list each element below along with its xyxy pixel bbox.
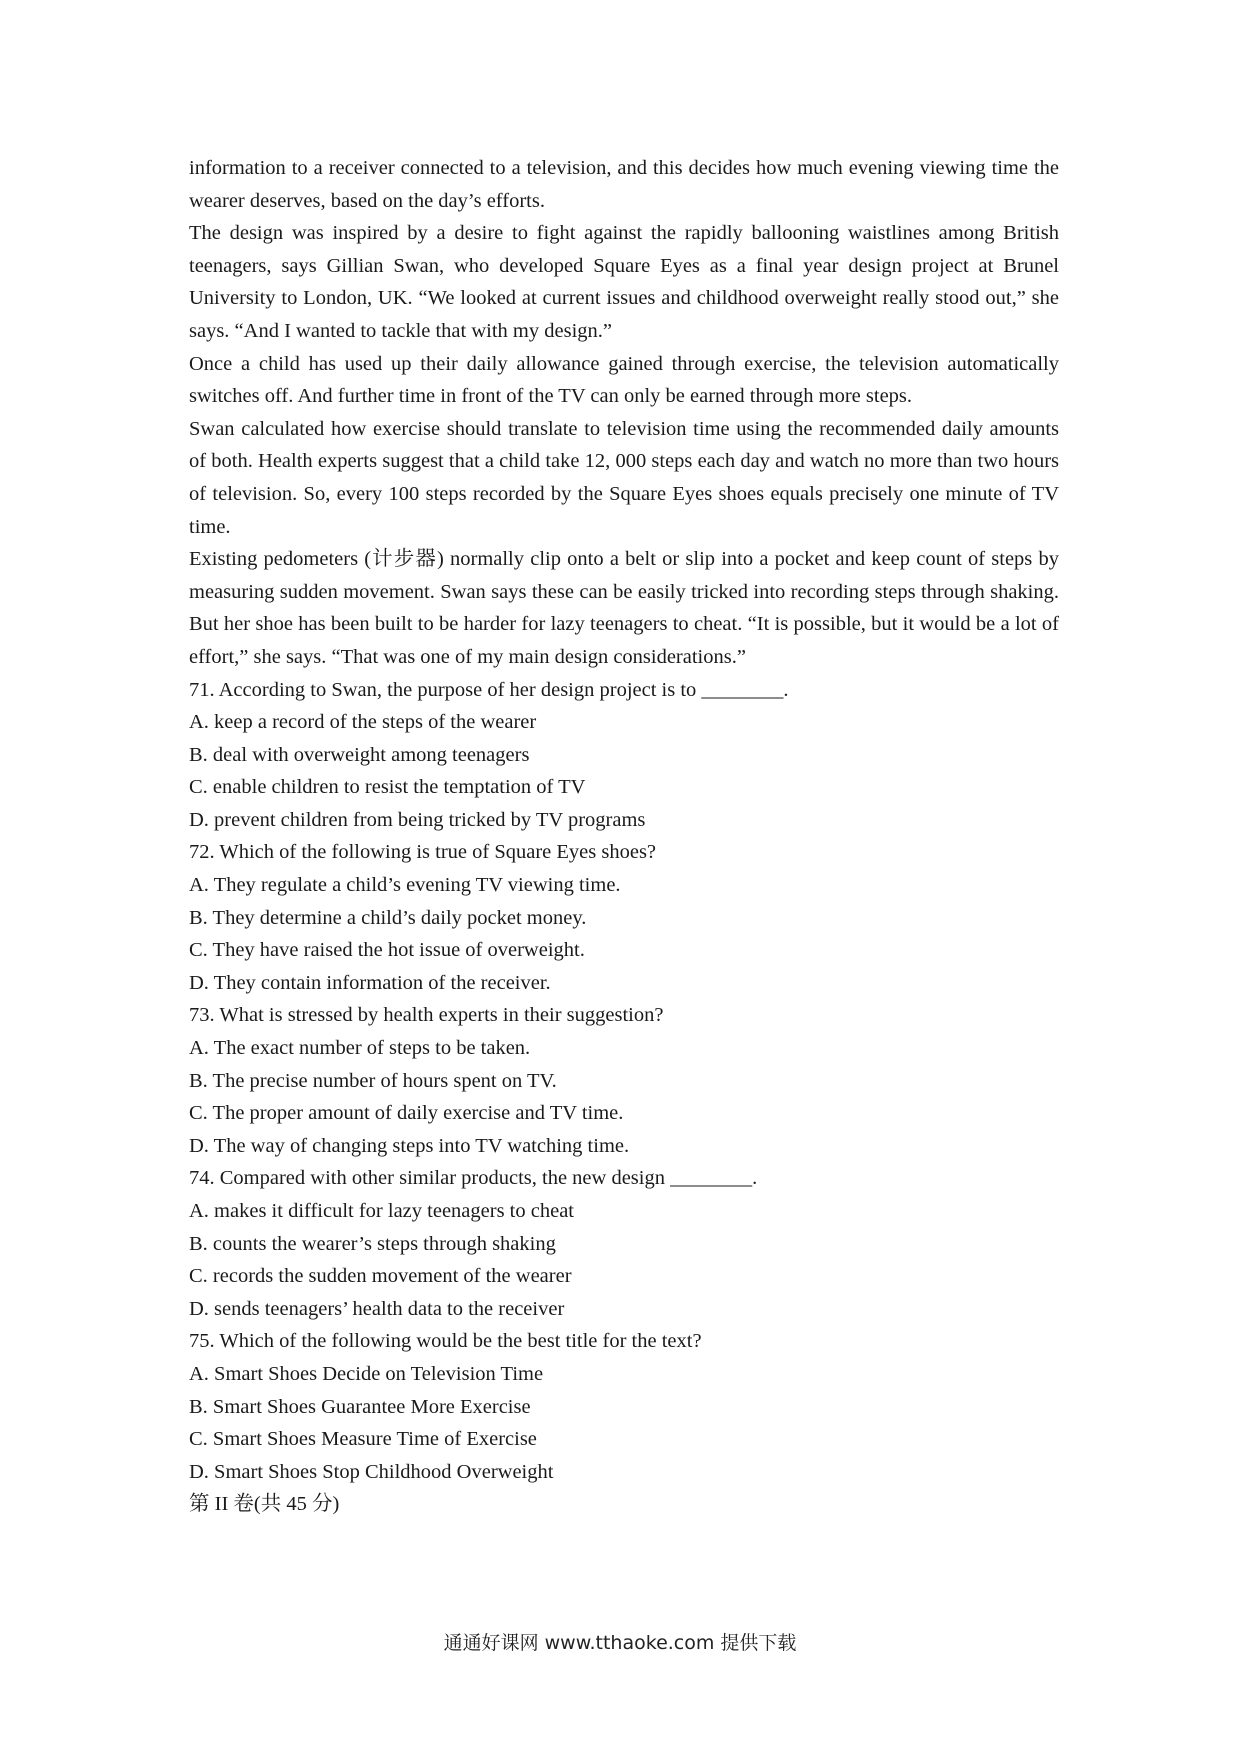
- passage-paragraph-2: The design was inspired by a desire to fight against the rapidly ballooning waistlines among British teenagers, says Gillian Swan, who developed Square Eyes as a final year design project at Brunel University to London, UK. “We looked at current issues and childhood overweight really stood out,” she says. “And I wanted to tackle that with my design.”: [189, 222, 1059, 342]
- question-stem: 71. According to Swan, the purpose of her design project is to ________.: [189, 678, 789, 701]
- page-content: [189, 152, 1059, 1521]
- question-71: [189, 674, 1059, 837]
- option-a: A. keep a record of the steps of the wearer: [189, 711, 537, 734]
- option-d: D. prevent children from being tricked by TV programs: [189, 808, 646, 831]
- question-stem: 74. Compared with other similar products, the new design ________.: [189, 1167, 758, 1190]
- option-a: A. makes it difficult for lazy teenagers to cheat: [189, 1200, 574, 1222]
- option-c: C. They have raised the hot issue of overweight.: [189, 939, 585, 962]
- option-b: B. Smart Shoes Guarantee More Exercise: [189, 1395, 531, 1418]
- option-b: B. counts the wearer’s steps through shaking: [189, 1232, 556, 1255]
- section-heading: 第 II 卷(共 45 分): [189, 1493, 340, 1516]
- option-b: B. The precise number of hours spent on TV.: [189, 1069, 557, 1092]
- option-a: A. The exact number of steps to be taken.: [189, 1037, 531, 1060]
- passage-paragraph-5: Existing pedometers (计步器) normally clip onto a belt or slip into a pocket and keep count of steps by measuring sudden movement. Swan says these can be easily tricked into recording steps through shaking. But her shoe has been built to be harder for lazy teenagers to cheat. “It is possible, but it would be a lot of effort,” she says. “That was one of my main design considerations.”: [189, 548, 1059, 668]
- option-d: D. They contain information of the receiver.: [189, 971, 551, 994]
- question-stem: 75. Which of the following would be the best title for the text?: [189, 1330, 702, 1353]
- question-73: [189, 999, 1059, 1162]
- option-b: B. deal with overweight among teenagers: [189, 743, 530, 766]
- passage-paragraph-1: information to a receiver connected to a television, and this decides how much evening viewing time the wearer deserves, based on the day’s efforts.: [189, 157, 1059, 212]
- option-a: A. They regulate a child’s evening TV viewing time.: [189, 874, 621, 897]
- option-c: C. Smart Shoes Measure Time of Exercise: [189, 1428, 537, 1451]
- page-footer: 通通好课网 www.tthaoke.com 提供下载: [443, 1632, 797, 1654]
- question-72: [189, 836, 1059, 999]
- option-c: C. records the sudden movement of the wearer: [189, 1265, 572, 1288]
- passage-paragraph-4: Swan calculated how exercise should translate to television time using the recommended daily amounts of both. Health experts suggest that a child take 12, 000 steps each day and watch no more than two hours of television. So, every 100 steps recorded by the Square Eyes shoes equals precisely one minute of TV time.: [189, 417, 1059, 538]
- option-d: D. Smart Shoes Stop Childhood Overweight: [189, 1460, 554, 1483]
- question-stem: 73. What is stressed by health experts in their suggestion?: [189, 1004, 664, 1027]
- question-75: [189, 1325, 1059, 1488]
- option-b: B. They determine a child’s daily pocket money.: [189, 906, 587, 929]
- option-a: A. Smart Shoes Decide on Television Time: [189, 1362, 544, 1385]
- option-d: D. The way of changing steps into TV watching time.: [189, 1134, 630, 1157]
- passage-paragraph-3: Once a child has used up their daily allowance gained through exercise, the television automatically switches off. And further time in front of the TV can only be earned through more steps.: [189, 352, 1059, 408]
- question-stem: 72. Which of the following is true of Square Eyes shoes?: [189, 841, 657, 864]
- question-74: [189, 1162, 1059, 1325]
- option-c: C. enable children to resist the temptation of TV: [189, 776, 586, 799]
- option-d: D. sends teenagers’ health data to the receiver: [189, 1297, 565, 1320]
- option-c: C. The proper amount of daily exercise and TV time.: [189, 1102, 624, 1125]
